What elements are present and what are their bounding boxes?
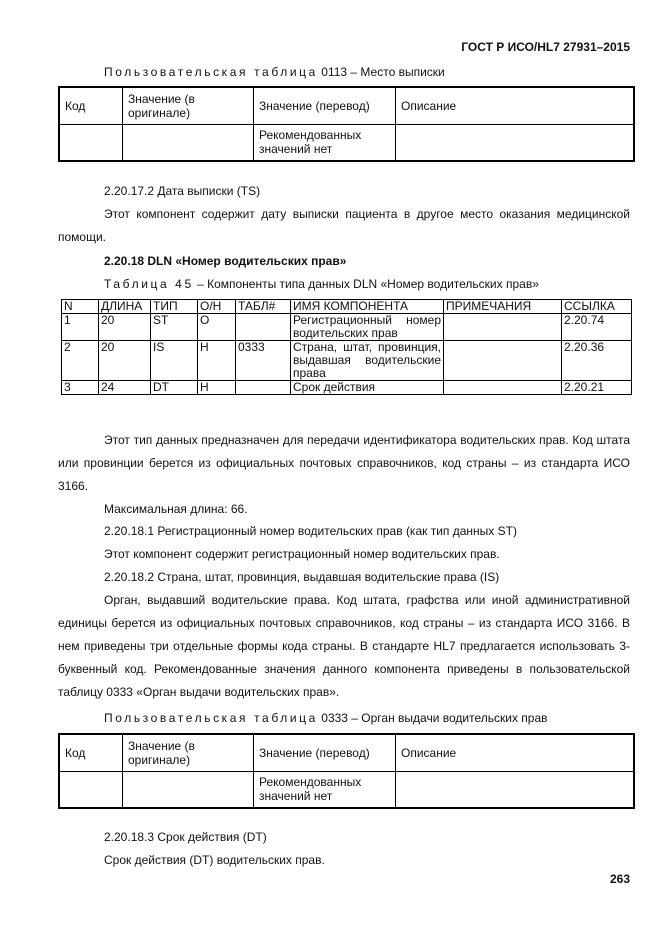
header-cell: ТИП [151, 300, 198, 314]
table-0113 [58, 86, 635, 162]
table-0333 [58, 733, 635, 809]
table-cell: Рекомендованных значений нет [254, 771, 396, 808]
table-cell [123, 771, 254, 808]
caption-rest: 0113 – Место выписки [321, 65, 445, 79]
table-cell: 0333 [236, 341, 291, 381]
section-2-20-18-3: 2.20.18.3 Срок действия (DT) [104, 830, 267, 844]
table-cell [444, 341, 562, 381]
table-cell [444, 381, 562, 395]
table-cell [236, 314, 291, 341]
header-cell: Описание [396, 734, 635, 771]
caption-prefix: Таблица 45 [104, 277, 194, 291]
table-row [62, 341, 632, 381]
table-cell: ST [151, 314, 198, 341]
table-cell [236, 381, 291, 395]
header-cell: Значение (в оригинале) [123, 734, 254, 771]
table-cell [396, 124, 635, 161]
paragraph-dt: Срок действия (DT) водительских прав. [104, 853, 325, 867]
table-cell: IS [151, 341, 198, 381]
table-45 [61, 299, 632, 395]
header-cell: Описание [396, 87, 635, 124]
page-number: 263 [609, 872, 630, 886]
table-cell: 24 [99, 381, 151, 395]
table-0333-caption [104, 711, 548, 725]
section-2-20-18: 2.20.18 DLN «Номер водительских прав» [104, 254, 347, 268]
table-row [62, 381, 632, 395]
header-cell: Значение (в оригинале) [123, 87, 254, 124]
table-cell [444, 314, 562, 341]
table-cell: Страна, штат, провинция, выдавшая водительские права [291, 341, 444, 381]
paragraph-st: Этот компонент содержит регистрационный номер водительских прав. [104, 547, 500, 561]
header-cell: ПРИМЕЧАНИЯ [444, 300, 562, 314]
table-cell: Регистрационный номер водительских прав [291, 314, 444, 341]
paragraph-ts: Этот компонент содержит дату выписки пациента в другое место оказания медицинской помощи. [58, 207, 630, 244]
paragraph-is: Орган, выдавший водительские права. Код штата, графства или иной административной единицы берется из официальных почтовых справочников, код страны – из стандарта ИСО 3166. В нем приведены три отдельные формы кода страны. В стандарте HL7 предлагается использовать 3-буквенный код. Рекомендованные значения данного компонента приведены в пользовательской таблицу 0333 «Орган выдачи водительских прав». [58, 593, 630, 699]
table-cell: O [198, 314, 236, 341]
header-cell: О/Н [198, 300, 236, 314]
table-cell: 20 [99, 341, 151, 381]
table-cell: 2.20.36 [562, 341, 632, 381]
header-cell: Код [59, 87, 123, 124]
paragraph-dln: Этот тип данных предназначен для передачи идентификатора водительских прав. Код штата или провинции берется из официальных почтовых справочников, код страны – из стандарта ИСО 3166. [58, 433, 630, 493]
table-cell: 1 [62, 314, 99, 341]
table-cell: Рекомендованных значений нет [254, 124, 396, 161]
table-cell: 2.20.74 [562, 314, 632, 341]
section-2-20-18-1: 2.20.18.1 Регистрационный номер водительских прав (как тип данных ST) [104, 524, 517, 538]
table-cell: Срок действия [291, 381, 444, 395]
table-cell [59, 771, 123, 808]
header-cell: ДЛИНА [99, 300, 151, 314]
table-cell: 2 [62, 341, 99, 381]
section-2-20-17-2: 2.20.17.2 Дата выписки (TS) [104, 184, 261, 198]
table-row [62, 314, 632, 341]
caption-rest: 0333 – Орган выдачи водительских прав [321, 711, 548, 725]
section-2-20-18-2: 2.20.18.2 Страна, штат, провинция, выдавшая водительские права (IS) [104, 570, 500, 584]
table-cell: 2.20.21 [562, 381, 632, 395]
max-length: Максимальная длина: 66. [104, 502, 248, 516]
caption-prefix: Пользовательская таблица [104, 65, 318, 79]
table-cell: H [198, 341, 236, 381]
header-cell: ССЫЛКА [562, 300, 632, 314]
header-cell: Код [59, 734, 123, 771]
table-cell: 20 [99, 314, 151, 341]
header-cell: ТАБЛ# [236, 300, 291, 314]
caption-prefix: Пользовательская таблица [104, 711, 318, 725]
header-cell: Значение (перевод) [254, 734, 396, 771]
table-cell: 3 [62, 381, 99, 395]
table-cell [396, 771, 635, 808]
document-header: ГОСТ Р ИСО/HL7 27931–2015 [461, 40, 630, 54]
caption-rest: – Компоненты типа данных DLN «Номер водительских прав» [197, 277, 539, 291]
table-cell [59, 124, 123, 161]
header-cell: Значение (перевод) [254, 87, 396, 124]
header-cell: N [62, 300, 99, 314]
table-45-caption [104, 277, 539, 291]
table-cell [123, 124, 254, 161]
table-0113-caption [104, 65, 445, 79]
table-cell: H [198, 381, 236, 395]
header-cell: ИМЯ КОМПОНЕНТА [291, 300, 444, 314]
table-cell: DT [151, 381, 198, 395]
